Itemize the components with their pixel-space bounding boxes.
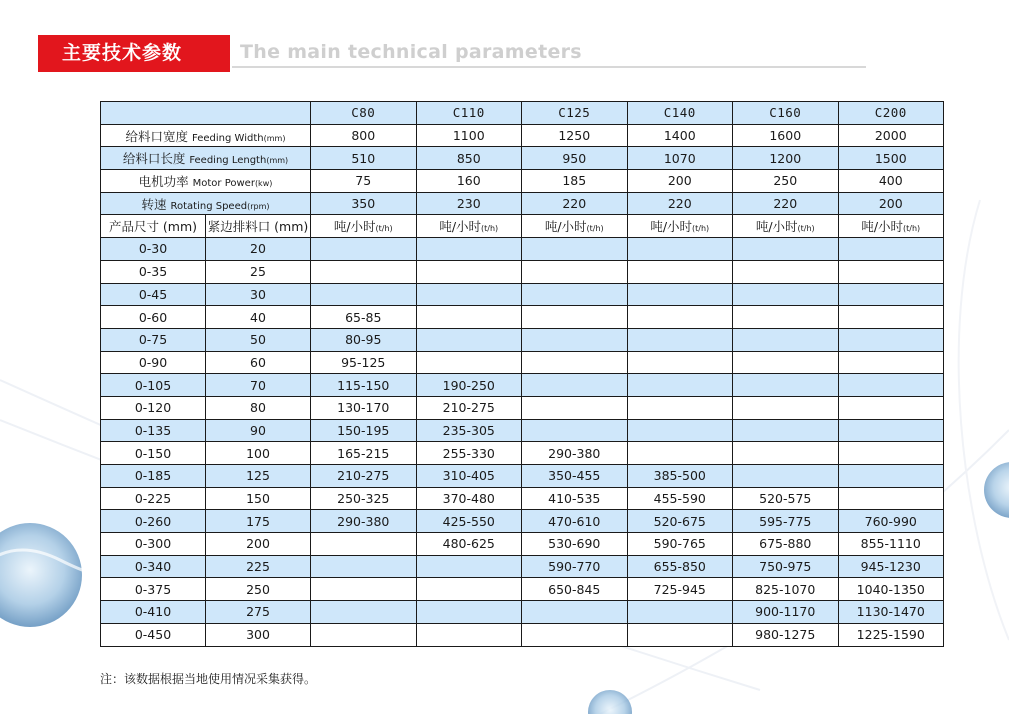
capacity-value [627, 623, 733, 646]
discharge-cell: 100 [206, 442, 311, 465]
spec-label-unit: (kw) [254, 178, 273, 188]
capacity-value [416, 578, 522, 601]
spec-value: 220 [627, 192, 733, 215]
capacity-value [838, 238, 944, 261]
capacity-value: 370-480 [416, 487, 522, 510]
unit-en: (t/h) [375, 224, 393, 234]
spec-label-en: Motor Power [192, 177, 255, 189]
discharge-cell: 25 [206, 260, 311, 283]
spec-value: 800 [311, 124, 417, 147]
capacity-row [101, 533, 944, 556]
discharge-cell: 70 [206, 374, 311, 397]
model-header: C125 [522, 102, 628, 125]
capacity-value: 945-1230 [838, 555, 944, 578]
capacity-value [733, 419, 839, 442]
spec-label [101, 147, 311, 170]
product-size-cell: 0-260 [101, 510, 206, 533]
model-header: C110 [416, 102, 522, 125]
product-size-header: 产品尺寸 (mm) [101, 215, 206, 238]
capacity-row [101, 555, 944, 578]
capacity-value [416, 351, 522, 374]
capacity-value: 650-845 [522, 578, 628, 601]
product-size-cell: 0-410 [101, 601, 206, 624]
capacity-row [101, 328, 944, 351]
capacity-value: 1040-1350 [838, 578, 944, 601]
spec-value: 1400 [627, 124, 733, 147]
spec-value: 250 [733, 170, 839, 193]
capacity-value [627, 374, 733, 397]
spec-label [101, 124, 311, 147]
capacity-value [311, 578, 417, 601]
spec-value: 200 [627, 170, 733, 193]
capacity-value: 595-775 [733, 510, 839, 533]
unit-cn: 吨/小时 [333, 219, 376, 235]
capacity-value [838, 442, 944, 465]
spec-value: 220 [733, 192, 839, 215]
unit-en: (t/h) [481, 224, 499, 234]
spec-row [101, 147, 944, 170]
spec-value: 160 [416, 170, 522, 193]
capacity-value: 350-455 [522, 465, 628, 488]
capacity-value [838, 465, 944, 488]
discharge-cell: 150 [206, 487, 311, 510]
spec-value: 230 [416, 192, 522, 215]
unit-cn: 吨/小时 [650, 219, 693, 235]
capacity-value [733, 328, 839, 351]
capacity-row [101, 510, 944, 533]
capacity-value [311, 533, 417, 556]
capacity-value: 900-1170 [733, 601, 839, 624]
capacity-value [733, 238, 839, 261]
capacity-unit-header [733, 215, 839, 238]
product-size-cell: 0-75 [101, 328, 206, 351]
capacity-row [101, 260, 944, 283]
unit-en: (t/h) [586, 224, 604, 234]
spec-value: 2000 [838, 124, 944, 147]
capacity-value: 825-1070 [733, 578, 839, 601]
capacity-value [733, 396, 839, 419]
model-header-blank [101, 102, 311, 125]
capacity-value: 520-575 [733, 487, 839, 510]
model-header: C160 [733, 102, 839, 125]
capacity-unit-header [416, 215, 522, 238]
discharge-header: 紧边排料口 (mm) [206, 215, 311, 238]
unit-en: (t/h) [692, 224, 710, 234]
discharge-cell: 50 [206, 328, 311, 351]
capacity-value [522, 238, 628, 261]
capacity-value [522, 623, 628, 646]
capacity-value: 310-405 [416, 465, 522, 488]
capacity-value: 425-550 [416, 510, 522, 533]
discharge-cell: 40 [206, 306, 311, 329]
capacity-value [522, 328, 628, 351]
discharge-cell: 80 [206, 396, 311, 419]
spec-label-cn: 给料口长度 [122, 151, 186, 167]
product-size-cell: 0-60 [101, 306, 206, 329]
spec-value: 1200 [733, 147, 839, 170]
product-size-cell: 0-120 [101, 396, 206, 419]
capacity-value: 150-195 [311, 419, 417, 442]
spec-value: 350 [311, 192, 417, 215]
capacity-value [627, 306, 733, 329]
spec-value: 1070 [627, 147, 733, 170]
spec-label-cn: 电机功率 [138, 173, 189, 189]
spec-label-cn: 转速 [141, 196, 167, 212]
discharge-cell: 175 [206, 510, 311, 533]
capacity-value [522, 260, 628, 283]
capacity-header [101, 215, 944, 238]
capacity-value [627, 238, 733, 261]
capacity-row [101, 465, 944, 488]
globe-bottom-icon [588, 690, 632, 714]
capacity-value: 655-850 [627, 555, 733, 578]
capacity-value [838, 396, 944, 419]
capacity-value [416, 283, 522, 306]
capacity-value: 455-590 [627, 487, 733, 510]
unit-en: (t/h) [797, 224, 815, 234]
spec-value: 1600 [733, 124, 839, 147]
capacity-value: 750-975 [733, 555, 839, 578]
spec-row [101, 124, 944, 147]
spec-label-en: Feeding Width [192, 132, 264, 144]
spec-value: 75 [311, 170, 417, 193]
product-size-cell: 0-105 [101, 374, 206, 397]
product-size-cell: 0-225 [101, 487, 206, 510]
spec-value: 850 [416, 147, 522, 170]
capacity-value [522, 283, 628, 306]
product-size-cell: 0-185 [101, 465, 206, 488]
discharge-cell: 125 [206, 465, 311, 488]
capacity-value [522, 601, 628, 624]
product-size-cell: 0-340 [101, 555, 206, 578]
product-size-cell: 0-35 [101, 260, 206, 283]
capacity-row [101, 419, 944, 442]
capacity-value: 590-765 [627, 533, 733, 556]
capacity-value [522, 419, 628, 442]
spec-label [101, 170, 311, 193]
capacity-row [101, 374, 944, 397]
discharge-cell: 200 [206, 533, 311, 556]
spec-row [101, 170, 944, 193]
capacity-row [101, 623, 944, 646]
capacity-row [101, 306, 944, 329]
globe-right-icon [984, 462, 1009, 518]
capacity-value [733, 442, 839, 465]
capacity-value [838, 328, 944, 351]
capacity-value: 115-150 [311, 374, 417, 397]
capacity-value: 255-330 [416, 442, 522, 465]
capacity-value: 590-770 [522, 555, 628, 578]
capacity-rows [101, 238, 944, 646]
capacity-row [101, 487, 944, 510]
capacity-value: 250-325 [311, 487, 417, 510]
spec-label-unit: (rpm) [247, 201, 270, 211]
spec-value: 200 [838, 192, 944, 215]
spec-label-en: Rotating Speed [170, 200, 248, 212]
spec-label-cn: 给料口宽度 [125, 128, 189, 144]
capacity-row [101, 601, 944, 624]
capacity-value: 80-95 [311, 328, 417, 351]
capacity-value: 290-380 [522, 442, 628, 465]
capacity-value: 675-880 [733, 533, 839, 556]
discharge-cell: 275 [206, 601, 311, 624]
capacity-value [522, 374, 628, 397]
capacity-value: 1225-1590 [838, 623, 944, 646]
discharge-cell: 20 [206, 238, 311, 261]
unit-cn: 吨/小时 [755, 219, 798, 235]
capacity-value [627, 396, 733, 419]
capacity-value [627, 260, 733, 283]
capacity-value: 130-170 [311, 396, 417, 419]
capacity-value [416, 623, 522, 646]
spec-value: 400 [838, 170, 944, 193]
spec-value: 1500 [838, 147, 944, 170]
capacity-value [311, 623, 417, 646]
capacity-value: 520-675 [627, 510, 733, 533]
spec-value: 1100 [416, 124, 522, 147]
capacity-value: 470-610 [522, 510, 628, 533]
unit-cn: 吨/小时 [439, 219, 482, 235]
discharge-cell: 90 [206, 419, 311, 442]
capacity-value [627, 328, 733, 351]
spec-label-en: Feeding Length [189, 155, 267, 167]
capacity-value: 480-625 [416, 533, 522, 556]
capacity-row [101, 578, 944, 601]
capacity-value: 210-275 [416, 396, 522, 419]
capacity-value [416, 328, 522, 351]
spec-row [101, 192, 944, 215]
capacity-value: 190-250 [416, 374, 522, 397]
product-size-cell: 0-45 [101, 283, 206, 306]
capacity-unit-header [311, 215, 417, 238]
capacity-value: 760-990 [838, 510, 944, 533]
capacity-value [311, 283, 417, 306]
capacity-value: 385-500 [627, 465, 733, 488]
model-header: C200 [838, 102, 944, 125]
product-size-cell: 0-90 [101, 351, 206, 374]
product-size-cell: 0-135 [101, 419, 206, 442]
spec-value: 185 [522, 170, 628, 193]
capacity-value: 855-1110 [838, 533, 944, 556]
unit-cn: 吨/小时 [544, 219, 587, 235]
capacity-value [733, 306, 839, 329]
product-size-cell: 0-150 [101, 442, 206, 465]
capacity-value: 530-690 [522, 533, 628, 556]
discharge-cell: 300 [206, 623, 311, 646]
product-size-cell: 0-450 [101, 623, 206, 646]
capacity-value: 95-125 [311, 351, 417, 374]
spec-value: 950 [522, 147, 628, 170]
spec-label-unit: (mm) [263, 133, 286, 143]
discharge-cell: 250 [206, 578, 311, 601]
capacity-value [416, 601, 522, 624]
capacity-value [733, 260, 839, 283]
capacity-value [416, 555, 522, 578]
capacity-value [733, 465, 839, 488]
product-size-cell: 0-30 [101, 238, 206, 261]
discharge-cell: 60 [206, 351, 311, 374]
capacity-header-row [101, 215, 944, 238]
unit-cn: 吨/小时 [861, 219, 904, 235]
capacity-row [101, 396, 944, 419]
model-header: C140 [627, 102, 733, 125]
capacity-value [627, 419, 733, 442]
capacity-value: 1130-1470 [838, 601, 944, 624]
capacity-value [627, 601, 733, 624]
capacity-value [522, 396, 628, 419]
capacity-value: 65-85 [311, 306, 417, 329]
spec-value: 220 [522, 192, 628, 215]
capacity-value [733, 374, 839, 397]
capacity-value: 235-305 [416, 419, 522, 442]
capacity-value: 165-215 [311, 442, 417, 465]
globe-left-icon [0, 523, 100, 627]
capacity-value: 210-275 [311, 465, 417, 488]
spec-label-unit: (mm) [266, 156, 289, 166]
capacity-value [838, 260, 944, 283]
product-size-cell: 0-375 [101, 578, 206, 601]
capacity-value [838, 351, 944, 374]
capacity-value [627, 442, 733, 465]
model-header: C80 [311, 102, 417, 125]
parameters-table [100, 101, 944, 647]
model-header-row [101, 102, 944, 125]
capacity-value [522, 306, 628, 329]
capacity-value [733, 351, 839, 374]
capacity-value [311, 260, 417, 283]
spec-value: 1250 [522, 124, 628, 147]
discharge-cell: 30 [206, 283, 311, 306]
page-title: 主要技术参数 [62, 42, 183, 64]
spec-value: 510 [311, 147, 417, 170]
capacity-value [838, 306, 944, 329]
capacity-value: 410-535 [522, 487, 628, 510]
spec-label [101, 192, 311, 215]
capacity-unit-header [522, 215, 628, 238]
capacity-value [838, 374, 944, 397]
capacity-value [627, 283, 733, 306]
capacity-row [101, 283, 944, 306]
product-size-cell: 0-300 [101, 533, 206, 556]
capacity-row [101, 238, 944, 261]
capacity-value [416, 306, 522, 329]
capacity-value: 980-1275 [733, 623, 839, 646]
capacity-unit-header [627, 215, 733, 238]
capacity-value [838, 419, 944, 442]
capacity-value [627, 351, 733, 374]
capacity-value [838, 283, 944, 306]
capacity-value [416, 260, 522, 283]
capacity-value [416, 238, 522, 261]
capacity-value: 290-380 [311, 510, 417, 533]
capacity-unit-header [838, 215, 944, 238]
unit-en: (t/h) [903, 224, 921, 234]
capacity-value: 725-945 [627, 578, 733, 601]
header-divider [232, 66, 866, 68]
capacity-value [311, 601, 417, 624]
discharge-cell: 225 [206, 555, 311, 578]
capacity-row [101, 351, 944, 374]
capacity-row [101, 442, 944, 465]
page-subtitle: The main technical parameters [240, 41, 582, 63]
capacity-value [733, 283, 839, 306]
capacity-value [311, 238, 417, 261]
capacity-value [311, 555, 417, 578]
capacity-value [838, 487, 944, 510]
spec-rows [101, 124, 944, 215]
footnote: 注：该数据根据当地使用情况采集获得。 [100, 672, 317, 686]
capacity-value [522, 351, 628, 374]
